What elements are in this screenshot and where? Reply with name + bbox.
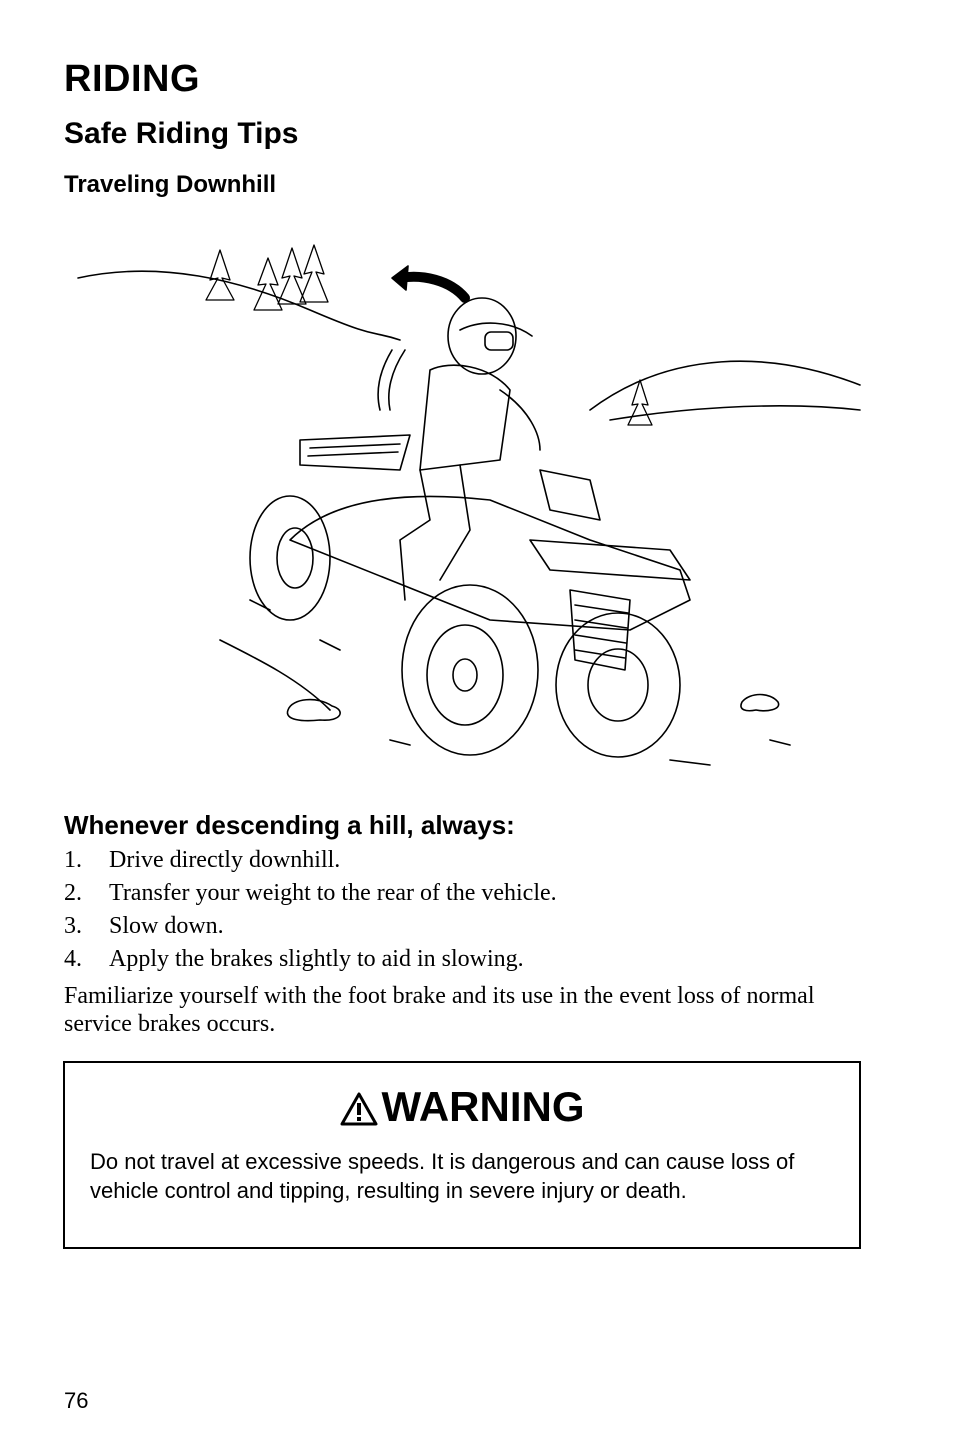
step-number: 1. (64, 847, 82, 873)
list-item (64, 878, 884, 911)
list-item (64, 845, 884, 878)
list-item (64, 944, 884, 977)
warning-text: Do not travel at excessive speeds. It is dangerous and can cause loss of vehicle control and tipping, resulting in severe injury or death. (90, 1149, 795, 1203)
subsection-title: Safe Riding Tips (64, 117, 299, 150)
list-item (64, 911, 884, 944)
step-text: Slow down. (109, 913, 224, 939)
step-number: 3. (64, 913, 82, 939)
section-title: RIDING (64, 58, 200, 100)
page-number: 76 (64, 1388, 89, 1413)
steps-list (64, 845, 884, 977)
instructions-heading: Whenever descending a hill, always: (64, 810, 515, 840)
warning-title: WARNING (381, 1083, 585, 1130)
warning-box (63, 1061, 861, 1249)
brake-note: Familiarize yourself with the foot brake and its use in the event loss of normal service brakes occurs. (64, 983, 815, 1037)
step-text: Apply the brakes slightly to aid in slowing. (109, 946, 524, 972)
topic-title: Traveling Downhill (64, 171, 277, 198)
step-number: 2. (64, 880, 82, 906)
step-text: Transfer your weight to the rear of the vehicle. (109, 880, 557, 906)
warning-triangle-icon (340, 1092, 378, 1126)
atv-downhill-illustration (70, 240, 870, 785)
step-text: Drive directly downhill. (109, 847, 341, 873)
step-number: 4. (64, 946, 82, 972)
warning-heading (65, 1083, 859, 1131)
